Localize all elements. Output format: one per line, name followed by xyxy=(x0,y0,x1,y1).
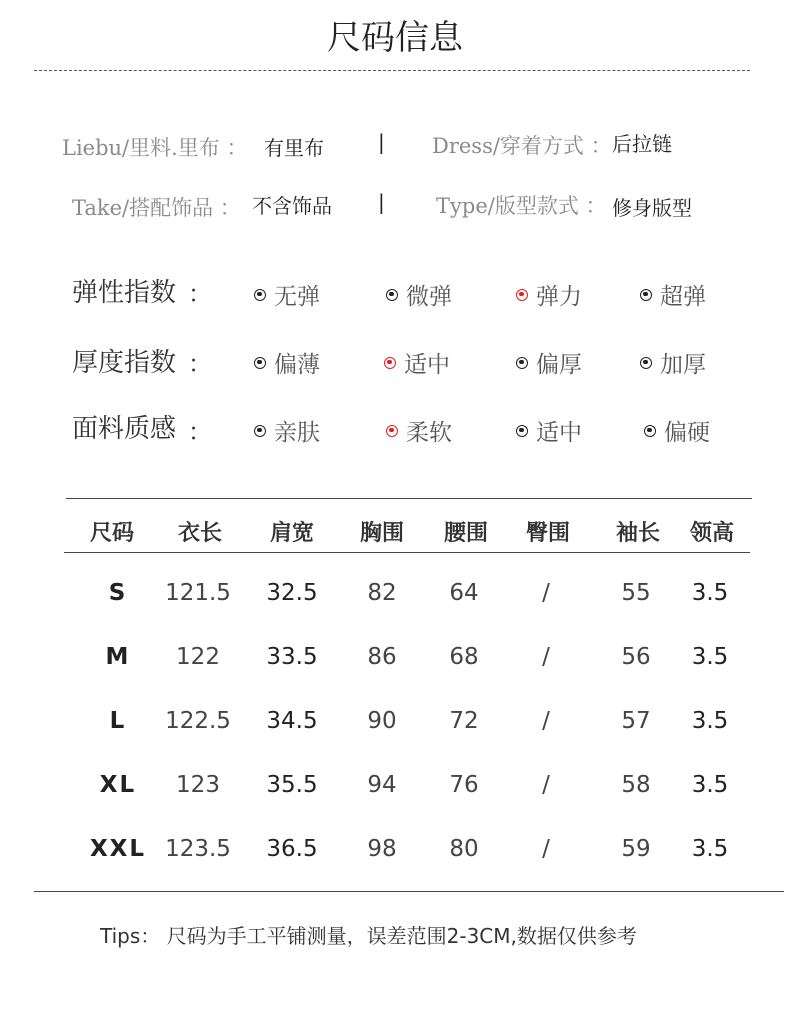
table-cell: 3.5 xyxy=(691,708,729,734)
table-cell: 3.5 xyxy=(691,772,729,798)
table-cell: 3.5 xyxy=(691,580,729,606)
radio-dot-icon xyxy=(254,425,266,437)
table-cell: 55 xyxy=(621,580,651,606)
attribute-row-lining xyxy=(0,128,790,168)
header-sleeve: 袖长 xyxy=(615,520,660,546)
index-colon: ： xyxy=(188,350,212,378)
header-shoulder: 肩宽 xyxy=(269,520,314,546)
table-cell: / xyxy=(542,836,550,862)
option-no-stretch: 无弹 xyxy=(254,278,320,311)
option-thick: 偏厚 xyxy=(516,346,582,379)
option-stretch: 弹力 xyxy=(516,278,582,311)
radio-selected-icon xyxy=(384,357,396,369)
attribute-key-wearing: Dress/穿着方式 ： xyxy=(432,134,612,158)
option-moderate: 适中 xyxy=(516,414,582,447)
radio-dot-icon xyxy=(644,425,656,437)
attribute-row-accessories xyxy=(0,188,790,228)
index-label: 厚度指数 xyxy=(72,348,177,378)
table-header-border xyxy=(64,552,750,553)
table-cell: 72 xyxy=(449,708,479,734)
header-length: 衣长 xyxy=(177,520,222,546)
radio-dot-icon xyxy=(254,357,266,369)
title-divider xyxy=(34,70,750,71)
table-cell: / xyxy=(542,644,550,670)
option-extra-thick: 加厚 xyxy=(640,346,706,379)
table-cell: 59 xyxy=(621,836,651,862)
table-cell: 57 xyxy=(621,708,651,734)
radio-dot-icon xyxy=(386,289,398,301)
index-row-elasticity xyxy=(0,272,790,316)
table-cell: 122 xyxy=(176,644,220,670)
index-colon: ： xyxy=(188,280,212,308)
header-collar: 领高 xyxy=(689,520,734,546)
option-thin: 偏薄 xyxy=(254,346,320,379)
index-label: 弹性指数 xyxy=(72,278,177,308)
attribute-separator: | xyxy=(378,190,385,214)
table-cell: 98 xyxy=(367,836,397,862)
table-cell: M xyxy=(105,644,131,670)
option-skin-friendly: 亲肤 xyxy=(254,414,320,447)
header-chest: 胸围 xyxy=(359,520,404,546)
index-row-thickness xyxy=(0,342,790,386)
table-top-border xyxy=(66,498,752,499)
table-cell: 121.5 xyxy=(165,580,231,606)
header-waist: 腰围 xyxy=(443,520,488,546)
option-super-stretch: 超弹 xyxy=(640,278,706,311)
option-soft: 柔软 xyxy=(386,414,452,447)
table-cell: 122.5 xyxy=(165,708,231,734)
table-cell: / xyxy=(542,772,550,798)
attribute-separator: | xyxy=(378,130,385,154)
radio-dot-icon xyxy=(254,289,266,301)
table-cell: 123.5 xyxy=(165,836,231,862)
option-slight-stretch: 微弹 xyxy=(386,278,452,311)
table-cell: 36.5 xyxy=(266,836,318,862)
table-cell: XXL xyxy=(89,836,147,862)
attribute-value-type: 修身版型 xyxy=(612,196,692,220)
table-cell: / xyxy=(542,708,550,734)
attribute-key-accessories: Take/搭配饰品 ： xyxy=(72,196,241,220)
table-cell: 35.5 xyxy=(266,772,318,798)
table-cell: 123 xyxy=(176,772,220,798)
table-cell: 58 xyxy=(621,772,651,798)
table-cell: 68 xyxy=(449,644,479,670)
table-cell: S xyxy=(108,580,128,606)
radio-dot-icon xyxy=(516,425,528,437)
radio-selected-icon xyxy=(386,425,398,437)
table-cell: 82 xyxy=(367,580,397,606)
index-colon: ： xyxy=(188,418,212,446)
table-cell: 76 xyxy=(449,772,479,798)
option-stiff: 偏硬 xyxy=(644,414,710,447)
table-cell: / xyxy=(542,580,550,606)
table-cell: 80 xyxy=(449,836,479,862)
table-cell: 33.5 xyxy=(266,644,318,670)
page-title: 尺码信息 xyxy=(327,18,463,58)
header-hip: 臀围 xyxy=(525,520,570,546)
index-label: 面料质感 xyxy=(72,414,177,444)
option-medium: 适中 xyxy=(384,346,450,379)
table-cell: XL xyxy=(99,772,137,798)
radio-dot-icon xyxy=(640,357,652,369)
table-cell: 32.5 xyxy=(266,580,318,606)
table-cell: 3.5 xyxy=(691,836,729,862)
attribute-value-wearing: 后拉链 xyxy=(612,132,672,156)
table-cell: 94 xyxy=(367,772,397,798)
table-cell: L xyxy=(109,708,127,734)
attribute-value-accessories: 不含饰品 xyxy=(252,194,332,218)
table-cell: 64 xyxy=(449,580,479,606)
radio-selected-icon xyxy=(516,289,528,301)
tips-note: Tips： 尺码为手工平铺测量，误差范围2-3CM,数据仅供参考 xyxy=(100,924,637,948)
attribute-value-lining: 有里布 xyxy=(264,136,324,160)
attribute-key-lining: Liebu/里料.里布 ： xyxy=(62,136,248,160)
table-bottom-border xyxy=(34,891,784,892)
index-row-texture xyxy=(0,408,790,452)
header-size: 尺码 xyxy=(89,520,134,546)
table-cell: 90 xyxy=(367,708,397,734)
attribute-key-type: Type/版型款式 ： xyxy=(436,194,607,218)
table-cell: 34.5 xyxy=(266,708,318,734)
radio-dot-icon xyxy=(516,357,528,369)
table-cell: 86 xyxy=(367,644,397,670)
radio-dot-icon xyxy=(640,289,652,301)
table-cell: 56 xyxy=(621,644,651,670)
table-cell: 3.5 xyxy=(691,644,729,670)
